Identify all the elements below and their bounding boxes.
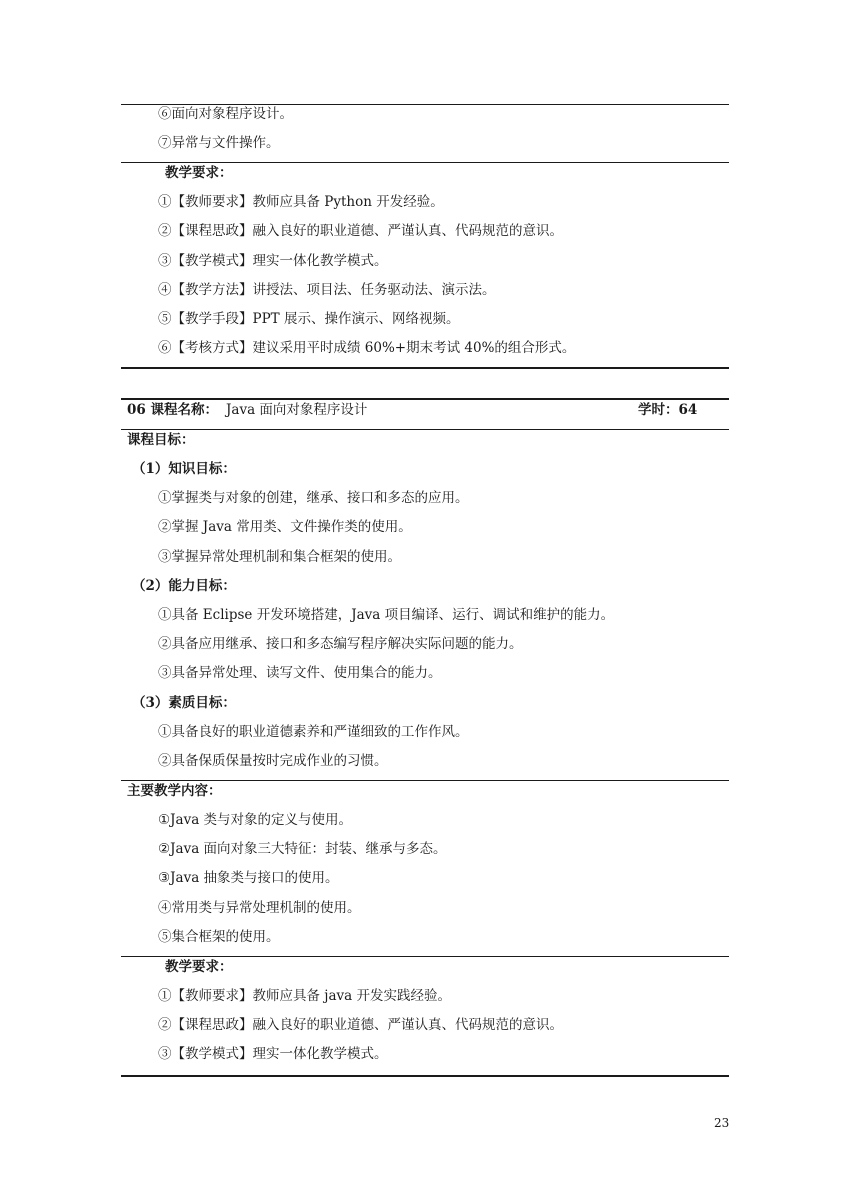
page-number: 23 — [714, 1116, 730, 1130]
course-goals-heading: 课程目标： — [127, 432, 195, 448]
requirement-item: ⑤【教学手段】PPT 展示、操作演示、网络视频。 — [158, 311, 460, 327]
content-item: ④常用类与异常处理机制的使用。 — [158, 900, 361, 916]
course-name: Java 面向对象程序设计 — [226, 402, 368, 418]
content-item: ③Java 抽象类与接口的使用。 — [158, 870, 339, 886]
requirement-item: ③【教学模式】理实一体化教学模式。 — [158, 253, 388, 269]
course-header — [127, 402, 367, 418]
teaching-requirements-heading: 教学要求： — [165, 165, 233, 181]
teaching-requirements-heading: 教学要求： — [165, 959, 233, 975]
row-divider — [121, 429, 729, 430]
requirement-item: ②【课程思政】融入良好的职业道德、严谨认真、代码规范的意识。 — [158, 223, 563, 239]
ability-goal-item: ③具备异常处理、读写文件、使用集合的能力。 — [158, 665, 442, 681]
knowledge-goal-item: ②掌握 Java 常用类、文件操作类的使用。 — [158, 519, 412, 535]
requirement-item: ⑥【考核方式】建议采用平时成绩 60%+期末考试 40%的组合形式。 — [158, 340, 576, 356]
content-item: ①Java 类与对象的定义与使用。 — [158, 812, 353, 828]
requirement-item: ①【教师要求】教师应具备 Python 开发经验。 — [158, 194, 444, 210]
knowledge-goal-item: ①掌握类与对象的创建，继承、接口和多态的应用。 — [158, 490, 469, 506]
table-top-border — [121, 104, 729, 105]
ability-goal-item: ①具备 Eclipse 开发环境搭建，Java 项目编译、运行、调试和维护的能力。 — [158, 607, 615, 623]
quality-goals-heading: （3）素质目标： — [132, 695, 236, 711]
row-divider — [121, 162, 729, 163]
quality-goal-item: ①具备良好的职业道德素养和严谨细致的工作作风。 — [158, 724, 469, 740]
row-divider — [121, 780, 729, 781]
knowledge-goals-heading: （1）知识目标： — [132, 461, 236, 477]
requirement-item: ②【课程思政】融入良好的职业道德、严谨认真、代码规范的意识。 — [158, 1017, 563, 1033]
content-line: ⑥面向对象程序设计。 — [158, 106, 293, 122]
course-hours: 学时：64 — [638, 402, 698, 418]
quality-goal-item: ②具备保质保量按时完成作业的习惯。 — [158, 753, 388, 769]
content-item: ②Java 面向对象三大特征：封装、继承与多态。 — [158, 841, 447, 857]
course-number-label: 06 课程名称： — [127, 402, 218, 418]
table-bottom-border — [121, 367, 729, 369]
requirement-item: ④【教学方法】讲授法、项目法、任务驱动法、演示法。 — [158, 282, 496, 298]
knowledge-goal-item: ③掌握异常处理机制和集合框架的使用。 — [158, 549, 401, 565]
course-table-bottom-border — [121, 1075, 729, 1077]
ability-goal-item: ②具备应用继承、接口和多态编写程序解决实际问题的能力。 — [158, 636, 523, 652]
content-line: ⑦异常与文件操作。 — [158, 135, 280, 151]
requirement-item: ①【教师要求】教师应具备 java 开发实践经验。 — [158, 988, 451, 1004]
content-item: ⑤集合框架的使用。 — [158, 929, 280, 945]
ability-goals-heading: （2）能力目标： — [132, 578, 236, 594]
requirement-item: ③【教学模式】理实一体化教学模式。 — [158, 1046, 388, 1062]
main-content-heading: 主要教学内容： — [127, 783, 222, 799]
row-divider — [121, 956, 729, 957]
course-table-top-border — [121, 398, 729, 400]
